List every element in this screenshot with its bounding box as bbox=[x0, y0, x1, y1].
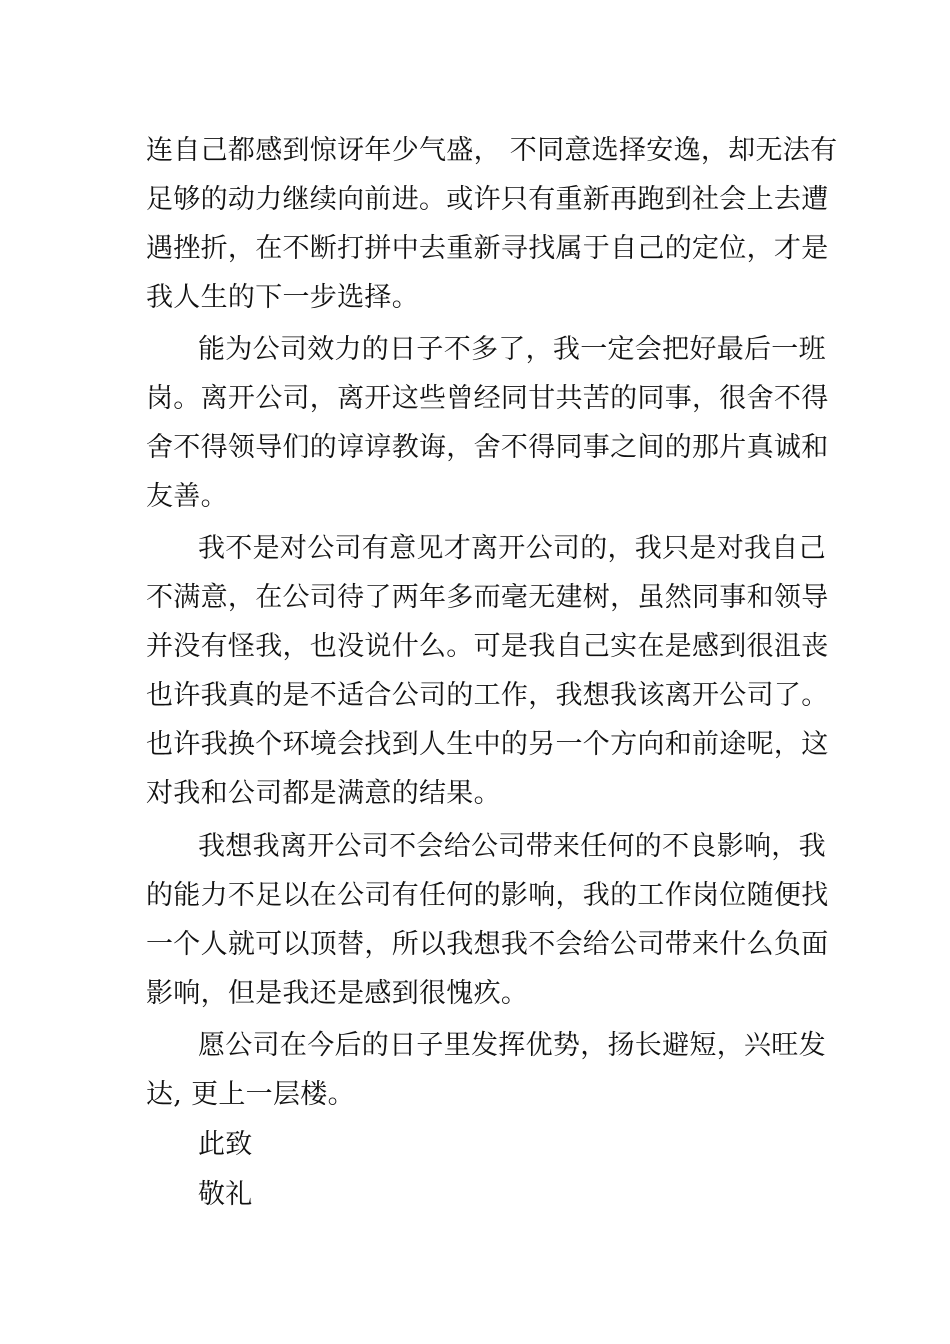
paragraph-4-line-2: 的能力不足以在公司有任何的影响，我的工作岗位随便找 bbox=[146, 880, 829, 911]
paragraph-3-line-5: 也许我换个环境会找到人生中的另一个方向和前途呢，这 bbox=[146, 729, 829, 760]
paragraph-3-line-2: 不满意，在公司待了两年多而毫无建树，虽然同事和领导 bbox=[146, 582, 829, 613]
paragraph-2-line-2: 岗。离开公司，离开这些曾经同甘共苦的同事，很舍不得 bbox=[146, 383, 829, 414]
paragraph-1-line-1: 连自己都感到惊讶年少气盛， 不同意选择安逸，却无法有 bbox=[146, 135, 838, 166]
paragraph-4-line-4: 影响，但是我还是感到很愧疚。 bbox=[146, 978, 529, 1009]
paragraph-1-line-4: 我人生的下一步选择。 bbox=[146, 282, 419, 313]
paragraph-2-line-1: 能为公司效力的日子不多了，我一定会把好最后一班 bbox=[198, 334, 826, 365]
paragraph-5-line-1: 愿公司在今后的日子里发挥优势，扬长避短，兴旺发 bbox=[198, 1030, 826, 1061]
closing-regards: 敬礼 bbox=[198, 1179, 253, 1210]
paragraph-3-line-6: 对我和公司都是满意的结果。 bbox=[146, 778, 501, 809]
paragraph-3-line-3: 并没有怪我，也没说什么。可是我自己实在是感到很沮丧 bbox=[146, 631, 829, 662]
paragraph-2-line-3: 舍不得领导们的谆谆教诲，舍不得同事之间的那片真诚和 bbox=[146, 432, 829, 463]
paragraph-4-line-1: 我想我离开公司不会给公司带来任何的不良影响，我 bbox=[198, 831, 826, 862]
paragraph-3-line-1: 我不是对公司有意见才离开公司的，我只是对我自己 bbox=[198, 533, 826, 564]
paragraph-2-line-4: 友善。 bbox=[146, 481, 228, 512]
paragraph-4-line-3: 一个人就可以顶替，所以我想我不会给公司带来什么负面 bbox=[146, 929, 829, 960]
closing-salutation: 此致 bbox=[198, 1129, 253, 1160]
paragraph-3-line-4: 也许我真的是不适合公司的工作，我想我该离开公司了。 bbox=[146, 680, 829, 711]
paragraph-1-line-3: 遇挫折，在不断打拼中去重新寻找属于自己的定位，才是 bbox=[146, 233, 829, 264]
paragraph-1-line-2: 足够的动力继续向前进。或许只有重新再跑到社会上去遭 bbox=[146, 184, 829, 215]
paragraph-5-line-2: 达, 更上一层楼。 bbox=[146, 1079, 355, 1110]
